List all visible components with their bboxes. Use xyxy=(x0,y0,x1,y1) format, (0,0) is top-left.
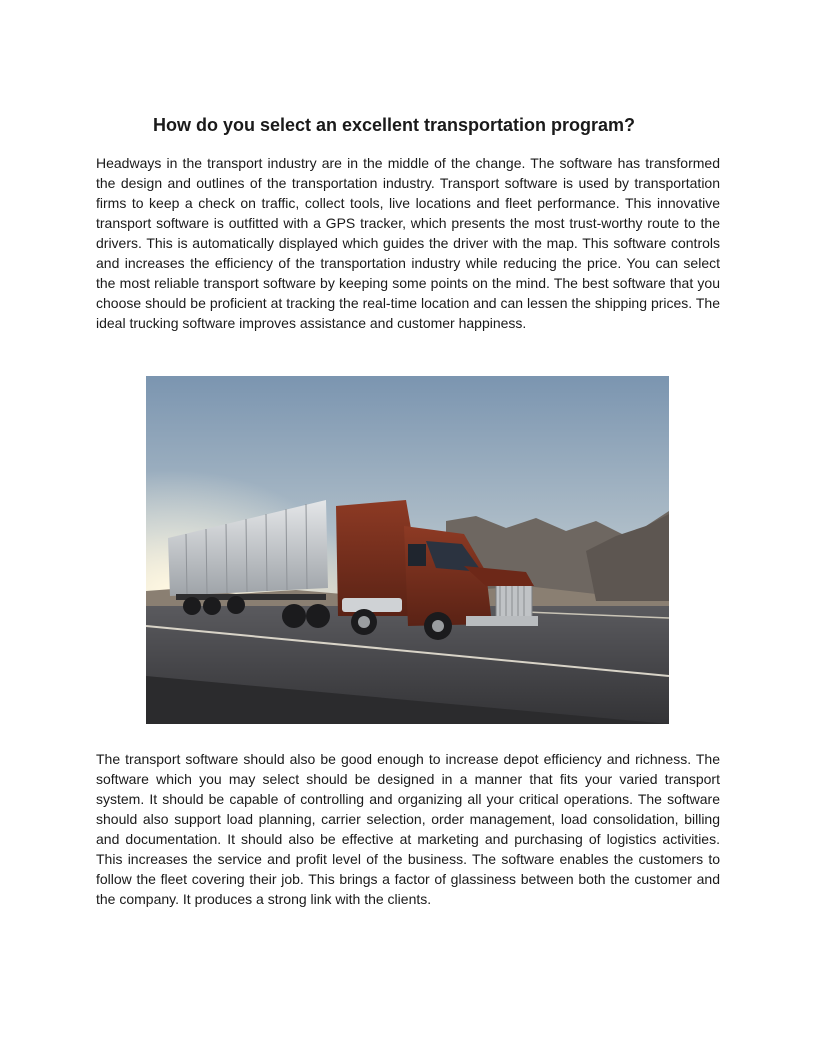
trailer-wheel xyxy=(282,604,306,628)
body-paragraph: The transport software should also be good enough to increase depot efficiency and richness. The software which you may select should be designed in a manner that fits your varied transport system. It should be capable of controlling and organizing all your critical operations. The software should also support load planning, carrier selection, order management, load consolidation, billing and documentation. It should also be effective at marketing and purchasing of logistics activities. This increases the service and profit level of the business. The software enables the customers to follow the fleet covering their job. This brings a factor of glassiness between both the customer and the company. It produces a strong link with the clients. xyxy=(96,751,720,907)
cab-wheel-hub xyxy=(432,620,444,632)
trailer-wheel xyxy=(203,597,221,615)
page-title: How do you select an excellent transportation program? xyxy=(152,115,636,135)
truck-photo xyxy=(146,376,669,724)
intro-paragraph: Headways in the transport industry are in the middle of the change. The software has transformed the design and outlines of the transportation industry. Transport software is used by transportation firms to keep a check on traffic, collect tools, live locations and fleet performance. This innovative transport software is outfitted with a GPS tracker, which presents the most trust-worthy route to the drivers. This is automatically displayed which guides the driver with the map. This software controls and increases the efficiency of the transportation industry while reducing the price. You can select the most reliable transport software by keeping some points on the mind. The best software that you choose should be proficient at tracking the real-time location and can lessen the shipping prices. The ideal trucking software improves assistance and customer happiness. xyxy=(96,155,720,331)
trailer-wheel xyxy=(227,596,245,614)
cab-grille xyxy=(496,582,532,618)
trailer-underframe xyxy=(176,594,326,600)
cab-side-window xyxy=(408,544,426,566)
bumper xyxy=(466,616,538,626)
trailer-wheel xyxy=(306,604,330,628)
fuel-tank xyxy=(342,598,402,612)
cab-wheel-hub xyxy=(358,616,370,628)
trailer-wheel xyxy=(183,597,201,615)
